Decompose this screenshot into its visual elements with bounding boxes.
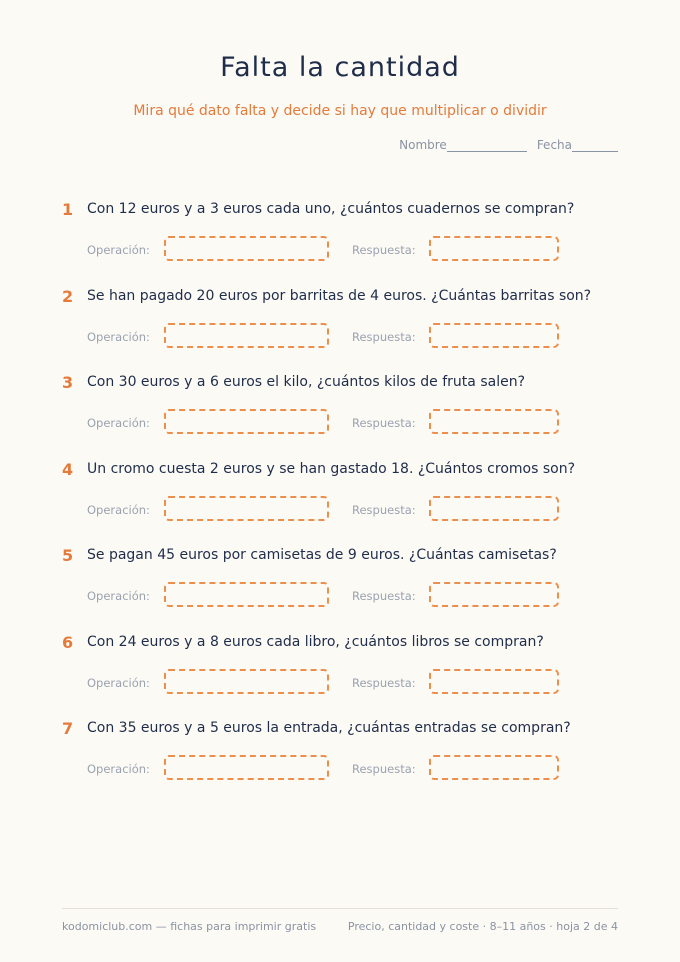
operation-answer-box[interactable] (164, 496, 329, 521)
operation-label: Operación: (87, 589, 150, 603)
answer-label: Respuesta: (352, 329, 416, 344)
name-line (447, 139, 527, 152)
exercise-item (62, 633, 622, 713)
result-answer-box[interactable] (429, 582, 559, 607)
exercise-item (62, 200, 622, 280)
operation-answer-box[interactable] (164, 236, 329, 261)
answer-label: Respuesta: (352, 243, 416, 257)
result-answer-box[interactable] (429, 669, 559, 694)
answer-label: Respuesta: (352, 762, 416, 776)
exercise-number: 5 (62, 546, 74, 565)
exercise-item (62, 719, 622, 799)
exercise-number: 1 (62, 200, 74, 219)
exercise-number: 4 (62, 459, 74, 479)
answer-label: Respuesta: (352, 502, 416, 517)
date-field[interactable] (537, 138, 618, 152)
result-answer-box[interactable] (429, 236, 559, 261)
exercise-number: 2 (62, 286, 74, 306)
operation-answer-box[interactable] (164, 669, 329, 694)
name-field[interactable] (399, 138, 527, 152)
answer-label: Respuesta: (352, 589, 416, 603)
date-label: Fecha (536, 138, 572, 152)
operation-answer-box[interactable] (164, 582, 329, 607)
worksheet-subtitle: Mira qué dato falta y decide si hay que multiplicar o dividir (133, 103, 547, 119)
result-answer-box[interactable] (429, 496, 559, 521)
exercise-item (62, 373, 622, 453)
date-line (572, 139, 618, 152)
name-label: Nombre (399, 138, 447, 152)
exercise-item (62, 546, 622, 626)
exercise-question: Se han pagado 20 euros por barritas de 4 euros. ¿Cuántas barritas son? (87, 287, 592, 304)
exercise-number: 7 (62, 719, 74, 738)
worksheet-title: Falta la cantidad (220, 52, 460, 83)
exercise-question: Con 24 euros y a 8 euros cada libro, ¿cuántos libros se compran? (87, 633, 544, 650)
operation-answer-box[interactable] (164, 323, 329, 348)
exercise-question: Con 30 euros y a 6 euros el kilo, ¿cuántos kilos de fruta salen? (87, 374, 525, 390)
footer-sheet-info: Precio, cantidad y coste · 8–11 años · hoja 2 de 4 (347, 920, 618, 933)
result-answer-box[interactable] (429, 323, 559, 348)
answer-label: Respuesta: (352, 416, 416, 430)
operation-label: Operación: (87, 329, 150, 344)
exercise-question: Con 35 euros y a 5 euros la entrada, ¿cuántas entradas se compran? (87, 720, 571, 736)
exercise-number: 6 (62, 632, 74, 652)
exercise-question: Un cromo cuesta 2 euros y se han gastado 18. ¿Cuántos cromos son? (87, 460, 575, 477)
answer-label: Respuesta: (352, 675, 416, 690)
operation-answer-box[interactable] (164, 755, 329, 780)
exercise-item (62, 460, 622, 540)
operation-label: Operación: (87, 762, 150, 776)
operation-label: Operación: (87, 675, 150, 690)
exercise-number: 3 (62, 373, 74, 392)
exercise-item (62, 287, 622, 367)
result-answer-box[interactable] (429, 755, 559, 780)
footer-site: kodomiclub.com — fichas para imprimir gratis (62, 920, 317, 933)
result-answer-box[interactable] (429, 409, 559, 434)
operation-answer-box[interactable] (164, 409, 329, 434)
operation-label: Operación: (87, 243, 150, 257)
operation-label: Operación: (87, 502, 150, 517)
name-date-fields (399, 138, 618, 152)
exercise-question: Se pagan 45 euros por camisetas de 9 euros. ¿Cuántas camisetas? (87, 547, 557, 563)
footer-divider (62, 908, 618, 909)
operation-label: Operación: (87, 416, 150, 430)
exercise-question: Con 12 euros y a 3 euros cada uno, ¿cuántos cuadernos se compran? (87, 201, 575, 217)
